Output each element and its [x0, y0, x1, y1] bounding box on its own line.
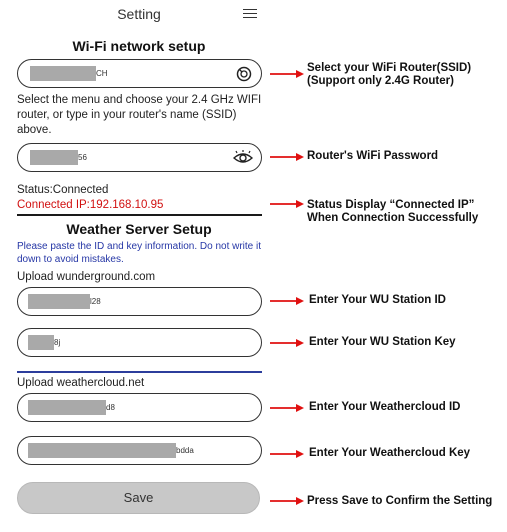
wc-key-value: bdda — [176, 446, 194, 455]
wc-id-value: d8 — [106, 403, 115, 412]
divider — [17, 371, 262, 373]
wifi-section-title: Wi-Fi network setup — [72, 38, 206, 54]
arrow-right-icon — [270, 199, 304, 209]
wc-upload-label: Upload weathercloud.net — [17, 377, 145, 389]
weather-section-title: Weather Server Setup — [66, 221, 212, 237]
wu-key-redaction — [28, 335, 54, 350]
annotation-save: Press Save to Confirm the Setting — [307, 495, 493, 507]
wu-station-id-input[interactable] — [17, 287, 262, 316]
arrow-right-icon — [270, 496, 304, 506]
password-value: 56 — [78, 153, 87, 162]
weather-notice: Please paste the ID and key information. Do not write it down to avoid mistakes. — [17, 241, 262, 265]
refresh-icon[interactable] — [235, 65, 253, 83]
ssid-input[interactable] — [17, 59, 262, 88]
weathercloud-key-input[interactable] — [17, 436, 262, 465]
annotation-status-line1: Status Display “Connected IP” — [307, 199, 475, 211]
wu-id-value: l28 — [90, 297, 101, 306]
wc-key-redaction — [28, 443, 176, 458]
annotation-wc-key: Enter Your Weathercloud Key — [309, 447, 471, 459]
ssid-redaction — [30, 66, 96, 81]
save-button[interactable]: Save — [17, 482, 260, 514]
connected-ip: Connected IP:192.168.10.95 — [17, 199, 164, 211]
wifi-hint: Select the menu and choose your 2.4 GHz WIFI router, or type in your router's name (SSID) above. — [17, 94, 262, 136]
arrow-right-icon — [270, 403, 304, 413]
wu-upload-label: Upload wunderground.com — [17, 271, 156, 283]
wu-key-value: 8j — [54, 338, 61, 347]
annotation-wc-id: Enter Your Weathercloud ID — [309, 401, 461, 413]
wu-station-key-input[interactable] — [17, 328, 262, 357]
annotation-ssid-line2: (Support only 2.4G Router) — [307, 75, 454, 87]
annotation-wu-id: Enter Your WU Station ID — [309, 294, 446, 306]
wc-id-redaction — [28, 400, 106, 415]
arrow-right-icon — [270, 296, 304, 306]
connection-status: Status:Connected — [17, 184, 109, 196]
arrow-right-icon — [270, 152, 304, 162]
password-redaction — [30, 150, 78, 165]
annotation-password: Router's WiFi Password — [307, 150, 439, 162]
annotation-ssid-line1: Select your WiFi Router(SSID) — [307, 62, 472, 74]
arrow-right-icon — [270, 338, 304, 348]
arrow-right-icon — [270, 449, 304, 459]
eye-icon[interactable] — [233, 149, 253, 167]
annotation-wu-key: Enter Your WU Station Key — [309, 336, 456, 348]
arrow-right-icon — [270, 69, 304, 79]
menu-icon[interactable] — [243, 6, 257, 20]
divider — [17, 214, 262, 216]
annotation-status-line2: When Connection Successfully — [307, 212, 479, 224]
wu-id-redaction — [28, 294, 90, 309]
ssid-value: CH — [96, 69, 108, 78]
weathercloud-id-input[interactable] — [17, 393, 262, 422]
wifi-password-input[interactable] — [17, 143, 262, 172]
page-title: Setting — [117, 6, 161, 22]
